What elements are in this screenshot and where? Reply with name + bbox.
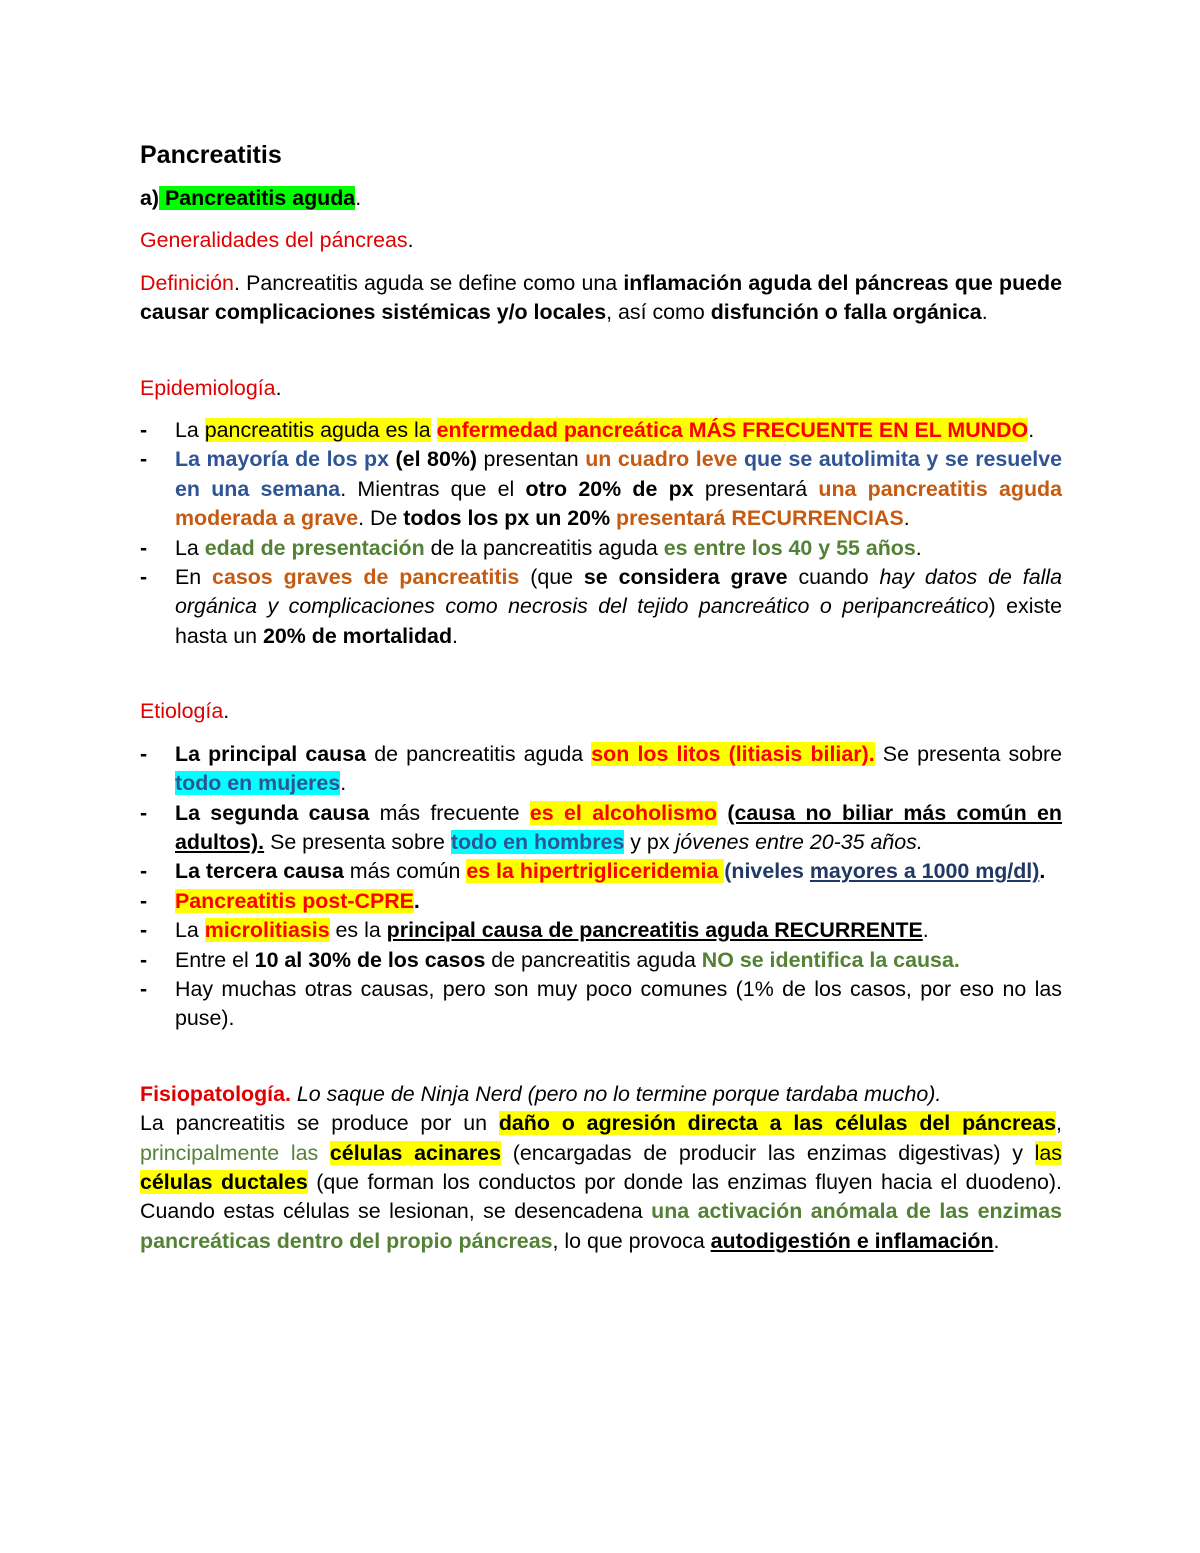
list-item: - La edad de presentación de la pancreatitis aguda es entre los 40 y 55 años. xyxy=(140,534,1062,563)
subtitle-prefix: a) xyxy=(140,186,160,210)
list-item: - La mayoría de los px (el 80%) presentan un cuadro leve que se autolimita y se resuelve en una semana. Mientras que el otro 20% de px presentará una pancreatitis aguda moderada a grave. De todos los px un 20% presentará RECURRENCIAS. xyxy=(140,445,1062,533)
etiologia-heading: Etiología. xyxy=(140,699,230,724)
fisiopatologia-paragraph: La pancreatitis se produce por un daño o agresión directa a las células del páncreas, principalmente las células acinares (encargadas de producir las enzimas digestivas) y las células ductales (que forman los conductos por donde las enzimas fluyen hacia el duodeno). Cuando estas células se lesionan, se desencadena una activación anómala de las enzimas pancreáticas dentro del propio páncreas, lo que provoca autodigestión e inflamación. xyxy=(140,1111,1062,1253)
list-item: - La tercera causa más común es la hipertrigliceridemia (niveles mayores a 1000 mg/dl). xyxy=(140,857,1062,886)
document-title: Pancreatitis xyxy=(140,141,282,169)
subtitle-line: a) Pancreatitis aguda. xyxy=(140,186,362,210)
list-item: - La segunda causa más frecuente es el alcoholismo (causa no biliar más común en adultos). Se presenta sobre todo en hombres y px jóvenes entre 20-35 años. xyxy=(140,799,1062,858)
definicion-paragraph: Definición. Pancreatitis aguda se define como una inflamación aguda del páncreas que puede causar complicaciones sistémicas y/o locales, así como disfunción o falla orgánica. xyxy=(140,270,1062,325)
list-item: - Entre el 10 al 30% de los casos de pancreatitis aguda NO se identifica la causa. xyxy=(140,946,1062,975)
subtitle-label: Pancreatitis aguda xyxy=(159,186,356,210)
list-item: - Pancreatitis post-CPRE. xyxy=(140,887,1062,916)
epidemiologia-list xyxy=(140,416,1062,651)
list-item: - Hay muchas otras causas, pero son muy poco comunes (1% de los casos, por eso no las puse). xyxy=(140,975,1062,1034)
definicion-heading: Definición xyxy=(140,270,234,295)
epidemiologia-heading: Epidemiología. xyxy=(140,375,282,400)
list-item: - La microlitiasis es la principal causa de pancreatitis aguda RECURRENTE. xyxy=(140,916,1062,945)
list-item: - La principal causa de pancreatitis aguda son los litos (litiasis biliar). Se presenta sobre todo en mujeres. xyxy=(140,740,1062,799)
document-page xyxy=(140,138,1062,1256)
etiologia-list xyxy=(140,740,1062,1034)
generalidades-heading: Generalidades del páncreas. xyxy=(140,228,414,253)
list-item: - La pancreatitis aguda es la enfermedad pancreática MÁS FRECUENTE EN EL MUNDO. xyxy=(140,416,1062,445)
fisiopatologia-heading: Fisiopatología. Lo saque de Ninja Nerd (pero no lo termine porque tardaba mucho). xyxy=(140,1081,942,1106)
list-item: - En casos graves de pancreatitis (que se considera grave cuando hay datos de falla orgánica y complicaciones como necrosis del tejido pancreático o peripancreático) existe hasta un 20% de mortalidad. xyxy=(140,563,1062,651)
